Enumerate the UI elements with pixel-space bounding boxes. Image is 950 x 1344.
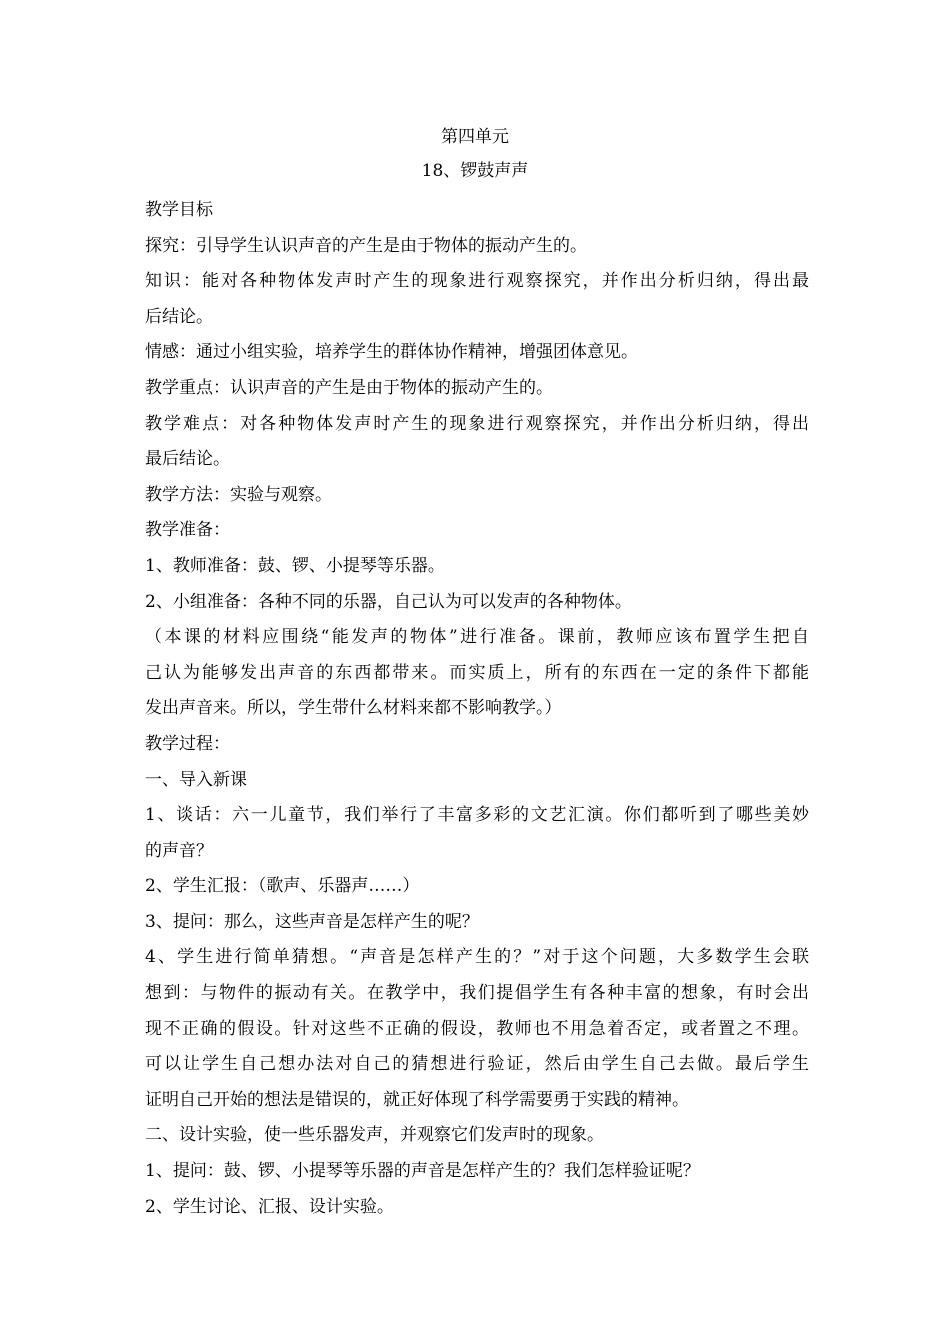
text-line: 知识：能对各种物体发声时产生的现象进行观察探究，并作出分析归纳，得出最 [145,271,809,292]
text-line: 后结论。 [145,306,213,327]
text-line: 最后结论。 [145,449,230,470]
text-line: 情感：通过小组实验，培养学生的群体协作精神，增强团体意见。 [145,342,638,363]
text-line: 教学过程： [145,733,230,754]
text-line: 发出声音来。所以，学生带什么材料来都不影响教学。） [145,698,562,719]
unit-title: 第四单元 [441,127,509,147]
text-line: 2、学生汇报：（歌声、乐器声……） [145,876,420,897]
text-line: 1、提问：鼓、锣、小提琴等乐器的声音是怎样产生的？我们怎样验证呢？ [145,1161,700,1182]
text-line: 教学准备： [145,520,230,541]
text-line: 教学重点：认识声音的产生是由于物体的振动产生的。 [145,377,553,398]
text-line: 二、设计实验，使一些乐器发声，并观察它们发声时的现象。 [145,1125,604,1146]
text-line: 3、提问：那么，这些声音是怎样产生的呢？ [145,911,479,932]
text-line: 想到：与物件的振动有关。在教学中，我们提倡学生有各种丰富的想象，有时会出 [145,983,809,1004]
text-line: 现不正确的假设。针对这些不正确的假设，教师也不用急着否定，或者置之不理。 [145,1018,809,1039]
text-line: （本课的材料应围绕“能发声的物体”进行准备。课前，教师应该布置学生把自 [145,627,809,648]
text-line: 探究：引导学生认识声音的产生是由于物体的振动产生的。 [145,235,587,256]
lesson-title: 18、锣鼓声声 [421,161,529,181]
text-line: 1、教师准备：鼓、锣、小提琴等乐器。 [145,555,445,576]
text-line: 一、导入新课 [145,769,247,790]
text-line: 1、谈话：六一儿童节，我们举行了丰富多彩的文艺汇演。你们都听到了哪些美妙 [145,805,809,826]
text-line: 教学方法：实验与观察。 [145,484,332,505]
text-line: 2、学生讨论、汇报、设计实验。 [145,1196,394,1217]
text-line: 可以让学生自己想办法对自己的猜想进行验证，然后由学生自己去做。最后学生 [145,1054,809,1075]
text-line: 的声音？ [145,840,213,861]
text-line: 己认为能够发出声音的东西都带来。而实质上，所有的东西在一定的条件下都能 [145,662,809,683]
text-line: 4、学生进行简单猜想。“声音是怎样产生的？”对于这个问题，大多数学生会联 [145,947,809,968]
text-line: 证明自己开始的想法是错误的，就正好体现了科学需要勇于实践的精神。 [145,1089,689,1110]
lesson-body [145,193,809,1225]
text-line: 教学目标 [145,200,213,220]
text-line: 2、小组准备：各种不同的乐器，自己认为可以发声的各种物体。 [145,591,632,612]
text-line: 教学难点：对各种物体发声时产生的现象进行观察探究，并作出分析归纳，得出 [145,413,809,434]
